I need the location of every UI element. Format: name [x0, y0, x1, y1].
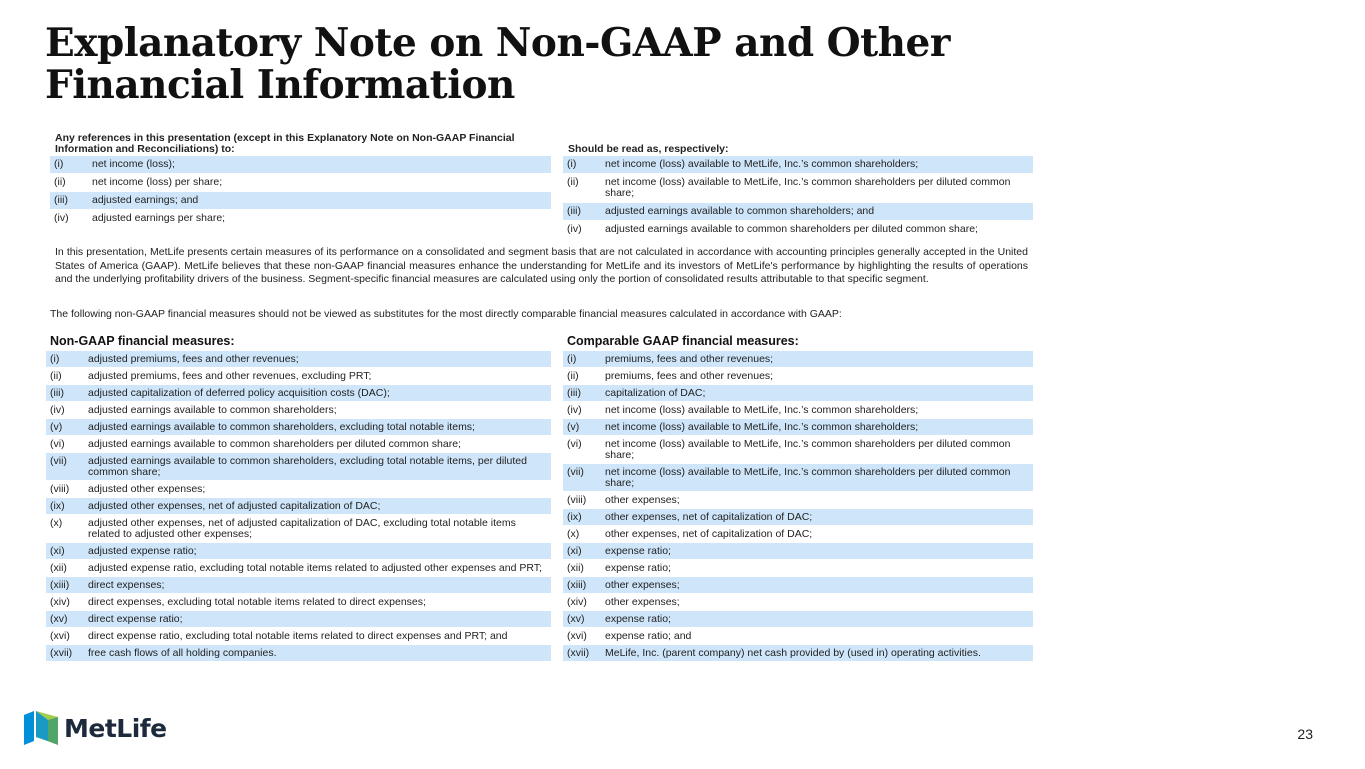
item-text: adjusted expense ratio, excluding total notable items related to adjusted other expenses and PRT; [88, 562, 542, 574]
list-item [46, 498, 551, 515]
item-text: adjusted premiums, fees and other revenues; [88, 353, 299, 365]
item-number: (ix) [567, 511, 582, 523]
item-number: (xi) [50, 545, 65, 557]
list-item [46, 560, 551, 577]
item-number: (xvi) [50, 630, 70, 642]
metlife-logo [24, 711, 167, 745]
non-gaap-header: Non-GAAP financial measures: [50, 334, 235, 348]
list-item [563, 464, 1033, 492]
non-gaap-column [46, 334, 551, 662]
list-item [563, 628, 1033, 645]
list-item [46, 577, 551, 594]
item-text: net income (loss) available to MetLife, Inc.’s common shareholders; [605, 421, 919, 433]
item-number: (xiii) [567, 579, 587, 591]
references-right-list [563, 156, 1033, 239]
list-item [563, 543, 1033, 560]
list-item [46, 453, 551, 481]
lead-sentence: The following non-GAAP financial measures should not be viewed as substitutes for the most directly comparable financial measures calculated in accordance with GAAP: [50, 308, 842, 320]
list-item [563, 368, 1033, 385]
item-number: (i) [50, 353, 60, 365]
list-item [46, 351, 551, 368]
item-number: (xv) [50, 613, 68, 625]
references-left-header: Any references in this presentation (except in this Explanatory Note on Non-GAAP Financial Information and Reconciliations) to: [55, 132, 515, 155]
references-right-header: Should be read as, respectively: [568, 143, 729, 155]
item-number: (iii) [567, 387, 581, 399]
list-item [46, 594, 551, 611]
item-number: (ii) [567, 370, 579, 382]
item-text: adjusted earnings per share; [92, 212, 226, 224]
item-text: adjusted capitalization of deferred policy acquisition costs (DAC); [88, 387, 390, 399]
item-number: (i) [567, 158, 577, 170]
item-text: other expenses, net of capitalization of DAC; [605, 528, 813, 540]
references-left-column [50, 132, 551, 228]
list-item [46, 402, 551, 419]
item-text: other expenses; [605, 596, 680, 608]
item-text: net income (loss); [92, 158, 175, 170]
item-number: (iv) [567, 404, 582, 416]
list-item [563, 645, 1033, 662]
item-text: adjusted other expenses; [88, 483, 206, 495]
item-number: (xvii) [50, 647, 73, 659]
item-text: net income (loss) available to MetLife, Inc.’s common shareholders; [605, 404, 919, 416]
item-text: other expenses, net of capitalization of DAC; [605, 511, 813, 523]
gaap-header: Comparable GAAP financial measures: [567, 334, 799, 348]
metlife-logo-icon [24, 711, 58, 745]
item-text: direct expense ratio, excluding total notable items related to direct expenses and PRT; and [88, 630, 508, 642]
item-number: (xii) [567, 562, 584, 574]
list-item [563, 203, 1033, 221]
item-number: (vii) [50, 455, 67, 467]
gaap-list [563, 351, 1033, 662]
list-item [563, 351, 1033, 368]
item-text: direct expense ratio; [88, 613, 183, 625]
list-item [46, 543, 551, 560]
list-item [563, 436, 1033, 464]
list-item [50, 192, 551, 210]
item-text: adjusted earnings available to common shareholders, excluding total notable items; [88, 421, 475, 433]
item-number: (vii) [567, 466, 584, 478]
list-item [563, 174, 1033, 203]
item-text: free cash flows of all holding companies. [88, 647, 277, 659]
item-number: (i) [567, 353, 577, 365]
item-text: expense ratio; [605, 613, 671, 625]
item-text: adjusted earnings available to common shareholders; and [605, 205, 875, 217]
item-text: adjusted expense ratio; [88, 545, 197, 557]
item-text: direct expenses; [88, 579, 165, 591]
item-number: (xv) [567, 613, 585, 625]
item-text: expense ratio; [605, 562, 671, 574]
references-left-list [50, 156, 551, 228]
list-item [563, 594, 1033, 611]
item-text: other expenses; [605, 579, 680, 591]
intro-paragraph: In this presentation, MetLife presents certain measures of its performance on a consolidated and segment basis that are not calculated in accordance with accounting principles generally accepted in the United States of America (GAAP). MetLife believes that these non-GAAP financial measures enhance the understanding for MetLife and its investors of MetLife's performance by highlighting the results of operations and the underlying profitability drivers of the business. Segment-specific financial measures are calculated using only the portion of consolidated results attributable to that specific segment. [55, 246, 1028, 285]
item-number: (xiii) [50, 579, 70, 591]
item-text: adjusted earnings available to common shareholders per diluted common share; [88, 438, 461, 450]
list-item [563, 509, 1033, 526]
item-text: net income (loss) available to MetLife, Inc.’s common shareholders; [605, 158, 919, 170]
list-item [563, 221, 1033, 239]
list-item [563, 419, 1033, 436]
item-number: (iii) [54, 194, 68, 206]
item-number: (iv) [50, 404, 65, 416]
list-item [563, 492, 1033, 509]
list-item [46, 628, 551, 645]
item-text: adjusted other expenses, net of adjusted capitalization of DAC; [88, 500, 381, 512]
item-number: (iv) [567, 223, 582, 235]
item-number: (xii) [50, 562, 67, 574]
item-number: (xi) [567, 545, 582, 557]
list-item [46, 515, 551, 543]
item-number: (ii) [50, 370, 62, 382]
list-item [563, 385, 1033, 402]
item-text: net income (loss) available to MetLife, Inc.’s common shareholders per diluted common share; [605, 176, 1011, 199]
item-number: (ii) [567, 176, 579, 188]
list-item [46, 611, 551, 628]
item-number: (x) [567, 528, 580, 540]
item-text: adjusted other expenses, net of adjusted capitalization of DAC, excluding total notable items related to adjusted other expenses; [88, 517, 516, 540]
list-item [46, 436, 551, 453]
item-number: (xvi) [567, 630, 587, 642]
item-number: (vi) [50, 438, 65, 450]
list-item [563, 402, 1033, 419]
item-text: adjusted premiums, fees and other revenues, excluding PRT; [88, 370, 372, 382]
item-number: (v) [50, 421, 63, 433]
list-item [50, 210, 551, 228]
list-item [50, 174, 551, 192]
item-number: (iv) [54, 212, 69, 224]
item-number: (xvii) [567, 647, 590, 659]
list-item [46, 481, 551, 498]
metlife-wordmark: MetLife [64, 713, 167, 743]
item-number: (xiv) [567, 596, 587, 608]
gaap-column [563, 334, 1033, 662]
item-text: premiums, fees and other revenues; [605, 370, 774, 382]
item-number: (viii) [567, 494, 587, 506]
item-number: (iii) [567, 205, 581, 217]
item-text: adjusted earnings available to common shareholders; [88, 404, 337, 416]
item-number: (i) [54, 158, 64, 170]
page-number: 23 [1297, 726, 1313, 742]
item-text: adjusted earnings available to common shareholders, excluding total notable items, per diluted common share; [88, 455, 527, 478]
list-item [46, 645, 551, 662]
item-text: net income (loss) available to MetLife, Inc.’s common shareholders per diluted common share; [605, 466, 1011, 489]
item-text: MeLife, Inc. (parent company) net cash provided by (used in) operating activities. [605, 647, 981, 659]
references-right-column [563, 132, 1033, 239]
list-item [563, 156, 1033, 174]
item-text: other expenses; [605, 494, 680, 506]
list-item [46, 385, 551, 402]
item-text: net income (loss) available to MetLife, Inc.’s common shareholders per diluted common share; [605, 438, 1011, 461]
item-text: premiums, fees and other revenues; [605, 353, 774, 365]
item-number: (x) [50, 517, 63, 529]
item-number: (viii) [50, 483, 70, 495]
item-number: (ii) [54, 176, 66, 188]
list-item [563, 526, 1033, 543]
list-item [50, 156, 551, 174]
page-title: Explanatory Note on Non-GAAP and Other Financial Information [45, 20, 950, 108]
item-text: expense ratio; and [605, 630, 692, 642]
item-text: net income (loss) per share; [92, 176, 223, 188]
item-text: capitalization of DAC; [605, 387, 706, 399]
item-text: direct expenses, excluding total notable items related to direct expenses; [88, 596, 426, 608]
list-item [563, 577, 1033, 594]
item-number: (vi) [567, 438, 582, 450]
list-item [563, 611, 1033, 628]
item-number: (v) [567, 421, 580, 433]
item-number: (iii) [50, 387, 64, 399]
item-text: adjusted earnings available to common shareholders per diluted common share; [605, 223, 978, 235]
item-number: (ix) [50, 500, 65, 512]
item-text: expense ratio; [605, 545, 671, 557]
list-item [46, 419, 551, 436]
non-gaap-list [46, 351, 551, 662]
item-number: (xiv) [50, 596, 70, 608]
list-item [563, 560, 1033, 577]
item-text: adjusted earnings; and [92, 194, 199, 206]
list-item [46, 368, 551, 385]
